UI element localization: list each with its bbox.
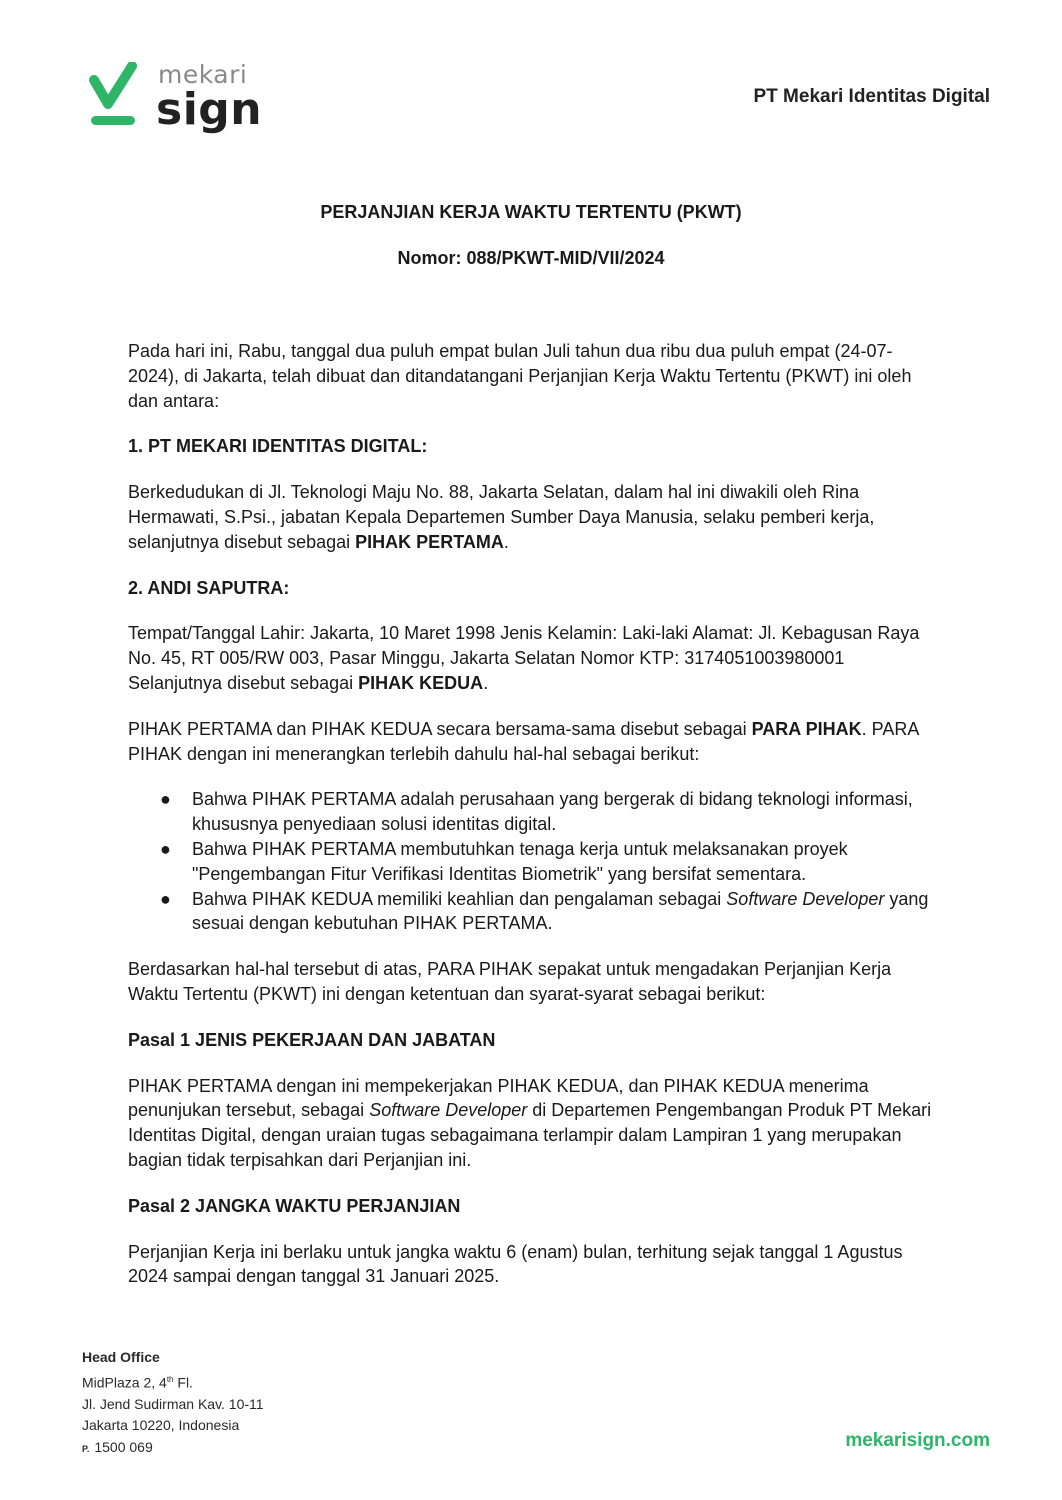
footer-line2: Jl. Jend Sudirman Kav. 10-11 [82,1395,264,1412]
party1-end: . [503,531,509,552]
phone-number: 1500 069 [94,1438,153,1455]
party2-text: Tempat/Tanggal Lahir: Jakarta, 10 Maret 1998 Jenis Kelamin: Laki-laki Alamat: Jl. Kebagusan Raya No. 45, RT 005/RW 003, Pasar Minggu, Jakarta Selatan Nomor KTP: 3174051003980001 Selanjutnya disebut sebagai [128,623,920,693]
footer-line1-sup: th [166,1374,174,1384]
document-number: Nomor: 088/PKWT-MID/VII/2024 [397,248,665,268]
footer-line3: Jakarta 10220, Indonesia [82,1417,240,1434]
bullet-italic: Software Developer [726,888,885,909]
party2-end: . [483,672,489,693]
bullet-text-end: yang sesuai dengan kebutuhan PIHAK PERTAMA. [192,888,929,934]
party1-text: Berkedudukan di Jl. Teknologi Maju No. 88, Jakarta Selatan, dalam hal ini diwakili oleh Rina Hermawati, S.Psi., jabatan Kepala Departemen Sumber Daya Manusia, selaku pemberi kerja, selanjutnya disebut sebagai [128,482,875,552]
footer-line1 [82,1369,264,1394]
parties-bold: PARA PIHAK [751,718,862,739]
pasal2-paragraph: Perjanjian Kerja ini berlaku untuk jangka waktu 6 (enam) bulan, terhitung sejak tanggal 1 Agustus 2024 sampai dengan tanggal 31 Januari 2025. [128,1241,903,1287]
website-link[interactable]: mekarisign.com [845,1430,990,1451]
list-item [160,837,938,887]
agreement-paragraph: Berdasarkan hal-hal tersebut di atas, PARA PIHAK sepakat untuk mengadakan Perjanjian Kerja Waktu Tertentu (PKWT) ini dengan ketentuan dan syarat-syarat sebagai berikut: [128,959,892,1004]
pasal1-italic: Software Developer [369,1100,528,1121]
footer-address [82,1347,264,1460]
party2-bold: PIHAK KEDUA [358,672,484,693]
phone-label: P. [82,1443,90,1454]
party2-paragraph [128,621,938,695]
party2-heading: 2. ANDI SAPUTRA: [128,577,290,598]
logo-sign-text: sign [156,84,263,135]
bullet-text: Bahwa PIHAK KEDUA memiliki keahlian dan pengalaman sebagai [192,888,727,909]
bullet-text: Bahwa PIHAK PERTAMA membutuhkan tenaga kerja untuk melaksanakan proyek "Pengembangan Fitur Verifikasi Identitas Biometrik" yang bersifat sementara. [192,838,848,884]
parties-text2: . PARA PIHAK dengan ini menerangkan terlebih dahulu hal-hal sebagai berikut: [128,718,919,764]
parties-text1: PIHAK PERTAMA dan PIHAK KEDUA secara bersama-sama disebut sebagai [128,718,752,739]
party1-heading: 1. PT MEKARI IDENTITAS DIGITAL: [128,436,428,457]
list-item [160,887,938,937]
footer-phone [82,1437,264,1461]
pasal1-paragraph [128,1074,938,1173]
document-title: PERJANJIAN KERJA WAKTU TERTENTU (PKWT) [320,202,742,222]
bullet-text: Bahwa PIHAK PERTAMA adalah perusahaan yang bergerak di bidang teknologi informasi, khususnya penyediaan solusi identitas digital. [192,789,913,835]
footer-line1-text: MidPlaza 2, 4 [82,1374,167,1391]
footer-line1-end: Fl. [173,1374,193,1391]
recitals-list [128,787,938,936]
logo-mekari-text: mekari [158,60,248,89]
list-item [160,787,938,837]
bullet-icon: ● [160,789,171,810]
bullet-icon: ● [160,838,171,859]
intro-paragraph: Pada hari ini, Rabu, tanggal dua puluh empat bulan Juli tahun dua ribu dua puluh empat (24-07-2024), di Jakarta, telah dibuat dan ditandatangani Perjanjian Kerja Waktu Tertentu (PKWT) ini oleh dan antara: [128,341,912,411]
company-name-header: PT Mekari Identitas Digital [753,86,990,107]
pasal1-text-end: di Departemen Pengembangan Produk PT Mekari Identitas Digital, dengan uraian tugas sebagaimana terlampir dalam Lampiran 1 yang merupakan bagian tidak terpisahkan dari Perjanjian ini. [128,1100,932,1170]
party1-bold: PIHAK PERTAMA [355,531,504,552]
mekari-sign-logo [88,60,268,140]
parties-paragraph [128,717,938,767]
checkmark-logo-icon [88,62,140,128]
pasal2-heading: Pasal 2 JANGKA WAKTU PERJANJIAN [128,1195,461,1216]
document-body [128,339,938,1310]
pasal1-text: PIHAK PERTAMA dengan ini mempekerjakan PIHAK KEDUA, dan PIHAK KEDUA menerima penunjukan tersebut, sebagai [128,1075,869,1121]
bullet-icon: ● [160,888,171,909]
footer-head-office: Head Office [82,1349,160,1365]
pasal1-heading: Pasal 1 JENIS PEKERJAAN DAN JABATAN [128,1029,496,1050]
party1-paragraph [128,480,938,554]
